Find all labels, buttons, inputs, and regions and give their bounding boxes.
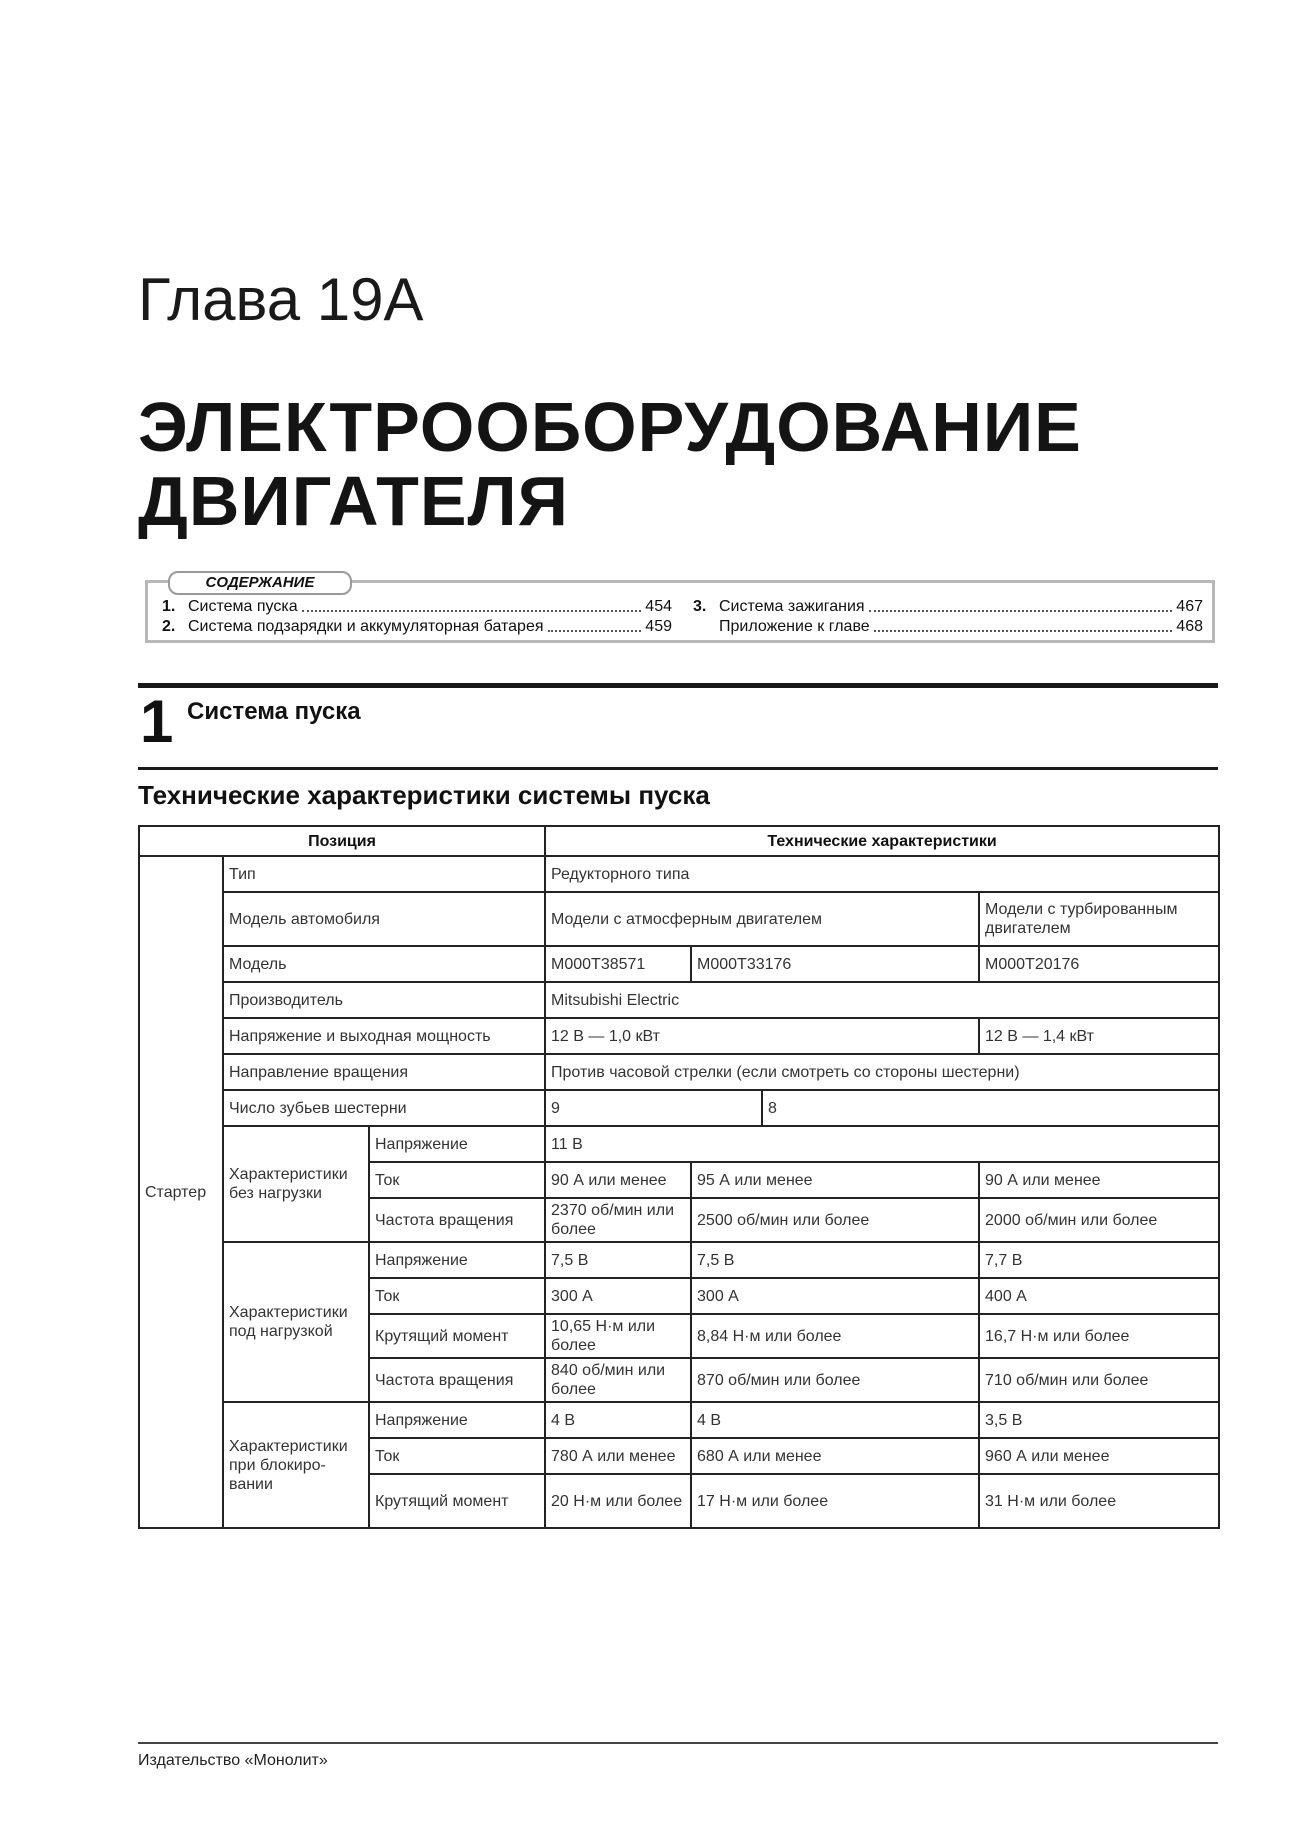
group-label: Характеристики при блокиро-вании: [223, 1402, 369, 1528]
table-row: [139, 982, 1219, 1018]
cell-value: 7,5 В: [691, 1242, 979, 1278]
toc-item[interactable]: [162, 597, 672, 617]
cell-value: 300 А: [691, 1278, 979, 1314]
cell-value: 11 В: [545, 1126, 1219, 1162]
toc-item-text: Система пуска: [188, 598, 298, 615]
chapter-title-line1: ЭЛЕКТРООБОРУДОВАНИЕ: [138, 388, 1082, 466]
group-label: Характеристики без нагрузки: [223, 1126, 369, 1242]
toc-item[interactable]: [693, 597, 1203, 617]
row-label: Ток: [369, 1278, 545, 1314]
cell-value: Модели с турбированным двигателем: [979, 892, 1219, 946]
chapter-title: [138, 390, 1082, 538]
section-title: Система пуска: [187, 698, 361, 725]
section-number: 1: [140, 688, 174, 755]
toc-item-number: [693, 617, 719, 637]
row-label: Модель автомобиля: [223, 892, 545, 946]
table-row: [139, 1090, 1219, 1126]
row-label: Производитель: [223, 982, 545, 1018]
cell-value: M000T38571: [545, 946, 691, 982]
cell-value: 400 А: [979, 1278, 1219, 1314]
toc-item-number: 3.: [693, 598, 707, 615]
cell-value: M000T33176: [691, 946, 979, 982]
row-label: Частота вращения: [369, 1198, 545, 1242]
row-label: Напряжение и выходная мощность: [223, 1018, 545, 1054]
header-position: Позиция: [139, 826, 545, 856]
toc-item[interactable]: [693, 617, 1203, 637]
cell-value: 2000 об/мин или более: [979, 1198, 1219, 1242]
cell-value: 960 А или менее: [979, 1438, 1219, 1474]
page-footer: [138, 1742, 1218, 1770]
cell-value: 7,7 В: [979, 1242, 1219, 1278]
table-of-contents: [145, 574, 1215, 643]
table-row: [139, 1242, 1219, 1278]
cell-value: 16,7 Н·м или более: [979, 1314, 1219, 1358]
row-label: Крутящий момент: [369, 1474, 545, 1528]
cell-value: M000T20176: [979, 946, 1219, 982]
toc-item-page: 459: [645, 618, 672, 635]
row-label: Ток: [369, 1162, 545, 1198]
table-row: [139, 946, 1219, 982]
header-specs: Технические характеристики: [545, 826, 1219, 856]
cell-value: 90 А или менее: [979, 1162, 1219, 1198]
cell-value: Модели с атмосферным двигателем: [545, 892, 979, 946]
row-label: Тип: [223, 856, 545, 892]
cell-value: Редукторного типа: [545, 856, 1219, 892]
toc-item-text: Система зажигания: [719, 598, 865, 615]
row-label: Крутящий момент: [369, 1314, 545, 1358]
section-rule: [138, 683, 1218, 688]
toc-item-text: Система подзарядки и аккумуляторная батарея: [188, 618, 544, 635]
cell-value: 12 В — 1,4 кВт: [979, 1018, 1219, 1054]
cell-value: 710 об/мин или более: [979, 1358, 1219, 1402]
toc-column-left: [162, 597, 672, 637]
cell-value: 17 Н·м или более: [691, 1474, 979, 1528]
subsection-title: Технические характеристики системы пуска: [138, 780, 710, 810]
cell-value: 300 А: [545, 1278, 691, 1314]
cell-value: 2370 об/мин или более: [545, 1198, 691, 1242]
toc-item-page: 467: [1176, 598, 1203, 615]
cell-value: 95 А или менее: [691, 1162, 979, 1198]
table-row: [139, 892, 1219, 946]
row-label: Модель: [223, 946, 545, 982]
toc-leader-dots: [302, 597, 642, 612]
cell-value: 680 А или менее: [691, 1438, 979, 1474]
toc-item-text: Приложение к главе: [719, 618, 870, 635]
cell-value: 870 об/мин или более: [691, 1358, 979, 1402]
row-label: Напряжение: [369, 1242, 545, 1278]
table-row: [139, 1018, 1219, 1054]
toc-column-right: [693, 597, 1203, 637]
cell-value: 31 Н·м или более: [979, 1474, 1219, 1528]
starter-label: Стартер: [139, 856, 223, 1528]
toc-item-number: 2.: [162, 618, 176, 635]
toc-leader-dots: [874, 617, 1173, 632]
toc-label: СОДЕРЖАНИЕ: [168, 571, 352, 595]
cell-value: 10,65 Н·м или более: [545, 1314, 691, 1358]
cell-value: 7,5 В: [545, 1242, 691, 1278]
row-label: Напряжение: [369, 1126, 545, 1162]
row-label: Число зубьев шестерни: [223, 1090, 545, 1126]
toc-leader-dots: [869, 597, 1173, 612]
chapter-title-line2: ДВИГАТЕЛЯ: [138, 462, 569, 540]
row-label: Ток: [369, 1438, 545, 1474]
cell-value: 12 В — 1,0 кВт: [545, 1018, 979, 1054]
cell-value: 90 А или менее: [545, 1162, 691, 1198]
cell-value: 840 об/мин или более: [545, 1358, 691, 1402]
cell-value: 8,84 Н·м или более: [691, 1314, 979, 1358]
cell-value: Mitsubishi Electric: [545, 982, 1219, 1018]
row-label: Направление вращения: [223, 1054, 545, 1090]
cell-value: 2500 об/мин или более: [691, 1198, 979, 1242]
publisher-label: Издательство «Монолит»: [138, 1752, 328, 1769]
group-label: Характеристики под нагрузкой: [223, 1242, 369, 1402]
cell-value: 3,5 В: [979, 1402, 1219, 1438]
table-row: [139, 1126, 1219, 1162]
table-row: [139, 856, 1219, 892]
table-row: [139, 1402, 1219, 1438]
row-label: Частота вращения: [369, 1358, 545, 1402]
toc-item-page: 454: [645, 598, 672, 615]
table-row: [139, 1054, 1219, 1090]
cell-value: 9: [545, 1090, 762, 1126]
cell-value: 780 А или менее: [545, 1438, 691, 1474]
toc-item[interactable]: [162, 617, 672, 637]
cell-value: 4 В: [691, 1402, 979, 1438]
starter-spec-table: [138, 825, 1220, 1529]
toc-leader-dots: [548, 617, 642, 632]
toc-item-page: 468: [1176, 618, 1203, 635]
table-header-row: [139, 826, 1219, 856]
chapter-label: Глава 19А: [138, 266, 424, 333]
row-label: Напряжение: [369, 1402, 545, 1438]
toc-item-number: 1.: [162, 598, 176, 615]
cell-value: 20 Н·м или более: [545, 1474, 691, 1528]
cell-value: 8: [762, 1090, 1219, 1126]
cell-value: 4 В: [545, 1402, 691, 1438]
subsection-rule: [138, 767, 1218, 770]
cell-value: Против часовой стрелки (если смотреть со стороны шестерни): [545, 1054, 1219, 1090]
